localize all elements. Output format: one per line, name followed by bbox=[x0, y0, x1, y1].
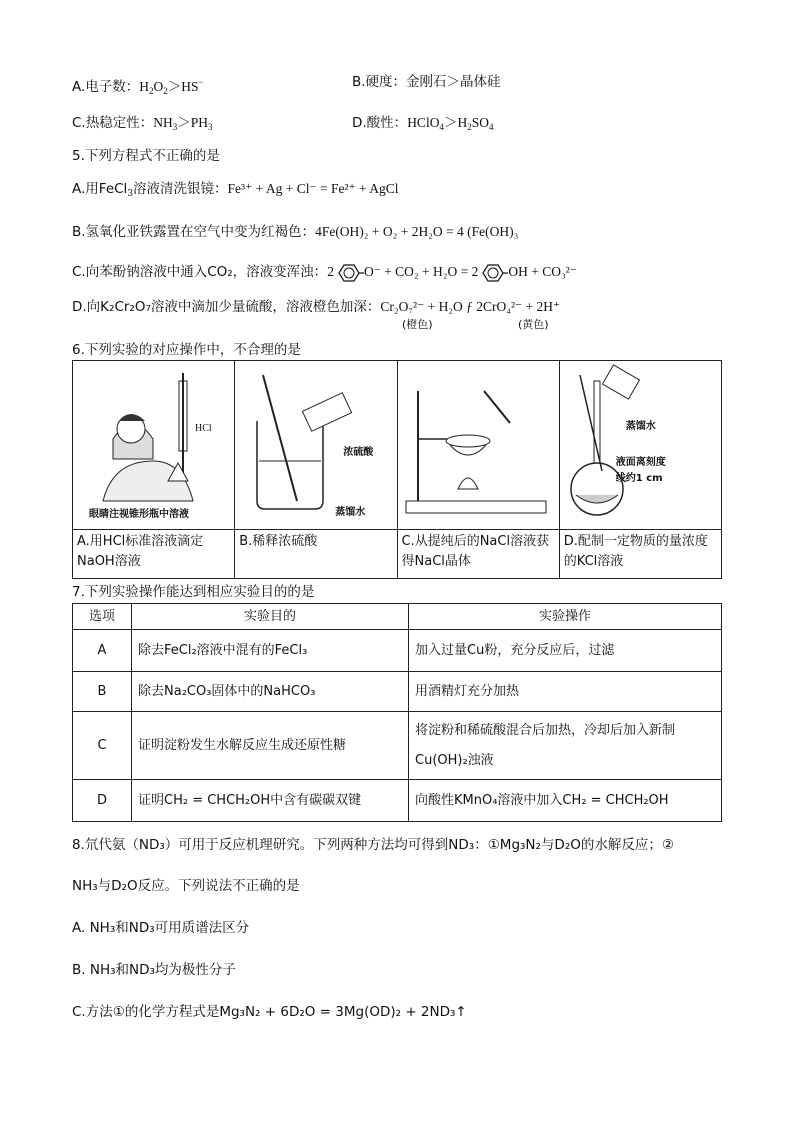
q7-row-d-aim: 证明CH₂ = CHCH₂OH中含有碳碳双键 bbox=[132, 780, 409, 822]
table-row[interactable] bbox=[73, 630, 722, 672]
q6-pic-a bbox=[73, 361, 235, 530]
q8-stem-line-2: NH₃与D₂O反应。下列说法不正确的是 bbox=[72, 878, 300, 894]
q8-stem-line-1: 8.氘代氨（ND₃）可用于反应机理研究。下列两种方法均可得到ND₃：①Mg₃N₂与D₂O的水解反应；② bbox=[72, 837, 674, 853]
evaporation-illustration bbox=[398, 361, 558, 525]
q4-option-c[interactable]: C.热稳定性：$NH_3>PH_3$ bbox=[72, 115, 213, 132]
volumetric-flask-illustration bbox=[560, 361, 720, 525]
titration-illustration bbox=[73, 361, 233, 525]
benzene-ring-icon bbox=[334, 263, 364, 283]
table-row[interactable] bbox=[73, 712, 722, 780]
q8-option-c[interactable]: C.方法①的化学方程式是Mg₃N₂ + 6D₂O = 3Mg(OD)₂ + 2ND₃↑ bbox=[72, 1004, 467, 1020]
q5-option-a[interactable]: A.用FeCl$_3$溶液清洗银镜：Fe³⁺ + Ag + Cl⁻ = Fe²⁺ + AgCl bbox=[72, 181, 399, 199]
q7-row-a-operation: 加入过量Cu粉，充分反应后，过滤 bbox=[409, 630, 722, 672]
q4-option-a[interactable]: A.电子数：$H_2O_2>HS^-$ bbox=[72, 77, 204, 96]
q7-row-b-option: B bbox=[73, 672, 132, 712]
q4-option-d[interactable]: D.酸性：$HClO_4>H_2SO_4$ bbox=[352, 115, 494, 132]
q5-option-d[interactable]: D.向K₂Cr₂O₇溶液中滴加少量硫酸，溶液橙色加深：Cr₂O₇²⁻ + H₂O ƒ 2CrO₄²⁻ + 2H⁺ bbox=[72, 299, 561, 315]
q6-pic-d-label-water: 蒸馏水 bbox=[625, 421, 656, 432]
q6-option-b[interactable]: B.稀释浓硫酸 bbox=[235, 530, 397, 579]
q6-figure-table bbox=[72, 360, 722, 579]
benzene-ring-icon bbox=[478, 263, 508, 283]
q6-option-c[interactable]: C.从提纯后的NaCl溶液获得NaCl晶体 bbox=[397, 530, 559, 579]
q6-pic-d-label-level: 液面离刻度 bbox=[615, 457, 666, 468]
q6-pic-c bbox=[397, 361, 559, 530]
q7-row-c-operation: 将淀粉和稀硫酸混合后加热，冷却后加入新制Cu(OH)₂浊液 bbox=[409, 712, 722, 780]
table-row[interactable] bbox=[73, 672, 722, 712]
q8-option-a[interactable]: A. NH₃和ND₃可用质谱法区分 bbox=[72, 920, 250, 936]
table-row[interactable] bbox=[73, 780, 722, 822]
q6-pic-d-label-1cm: 线约1 cm bbox=[615, 473, 663, 484]
q7-row-b-operation: 用酒精灯充分加热 bbox=[409, 672, 722, 712]
q7-stem: 7.下列实验操作能达到相应实验目的的是 bbox=[72, 584, 315, 600]
q7-row-d-operation: 向酸性KMnO₄溶液中加入CH₂ = CHCH₂OH bbox=[409, 780, 722, 822]
q6-pic-b bbox=[235, 361, 397, 530]
q6-pic-d bbox=[559, 361, 721, 530]
q5-option-c[interactable]: C.向苯酚钠溶液中通入CO₂，溶液变浑浊：2 O⁻ + CO₂ + H₂O = 2 OH + CO₃²⁻ bbox=[72, 262, 577, 283]
q7-row-b-aim: 除去Na₂CO₃固体中的NaHCO₃ bbox=[132, 672, 409, 712]
q5-option-b[interactable]: B.氢氧化亚铁露置在空气中变为红褐色：4Fe(OH)₂ + O₂ + 2H₂O = 4 (Fe(OH)₃ bbox=[72, 224, 519, 240]
q5-stem: 5.下列方程式不正确的是 bbox=[72, 148, 220, 164]
q7-header-option: 选项 bbox=[73, 604, 132, 630]
q5-d-note-yellow: (黄色) bbox=[518, 318, 549, 331]
q8-option-b[interactable]: B. NH₃和ND₃均为极性分子 bbox=[72, 962, 236, 978]
q7-row-a-option: A bbox=[73, 630, 132, 672]
q6-option-a[interactable]: A.用HCl标准溶液滴定NaOH溶液 bbox=[73, 530, 235, 579]
q7-row-c-aim: 证明淀粉发生水解反应生成还原性糖 bbox=[132, 712, 409, 780]
q7-row-a-aim: 除去FeCl₂溶液中混有的FeCl₃ bbox=[132, 630, 409, 672]
q6-option-d[interactable]: D.配制一定物质的量浓度的KCl溶液 bbox=[559, 530, 721, 579]
q6-pic-a-caption: 眼睛注视锥形瓶中溶液 bbox=[89, 509, 189, 520]
q6-stem: 6.下列实验的对应操作中，不合理的是 bbox=[72, 342, 301, 358]
q7-header-operation: 实验操作 bbox=[409, 604, 722, 630]
q6-pic-b-label-water: 蒸馏水 bbox=[335, 507, 366, 518]
q7-table bbox=[72, 603, 722, 822]
q7-header-aim: 实验目的 bbox=[132, 604, 409, 630]
q6-pic-b-label-acid: 浓硫酸 bbox=[343, 447, 374, 458]
q5-d-note-orange: (橙色) bbox=[402, 318, 433, 331]
q7-row-d-option: D bbox=[73, 780, 132, 822]
q7-row-c-option: C bbox=[73, 712, 132, 780]
q6-pic-a-hcl-label: HCl bbox=[195, 423, 212, 434]
q4-option-b[interactable]: B.硬度：金刚石＞晶体硅 bbox=[352, 74, 501, 90]
